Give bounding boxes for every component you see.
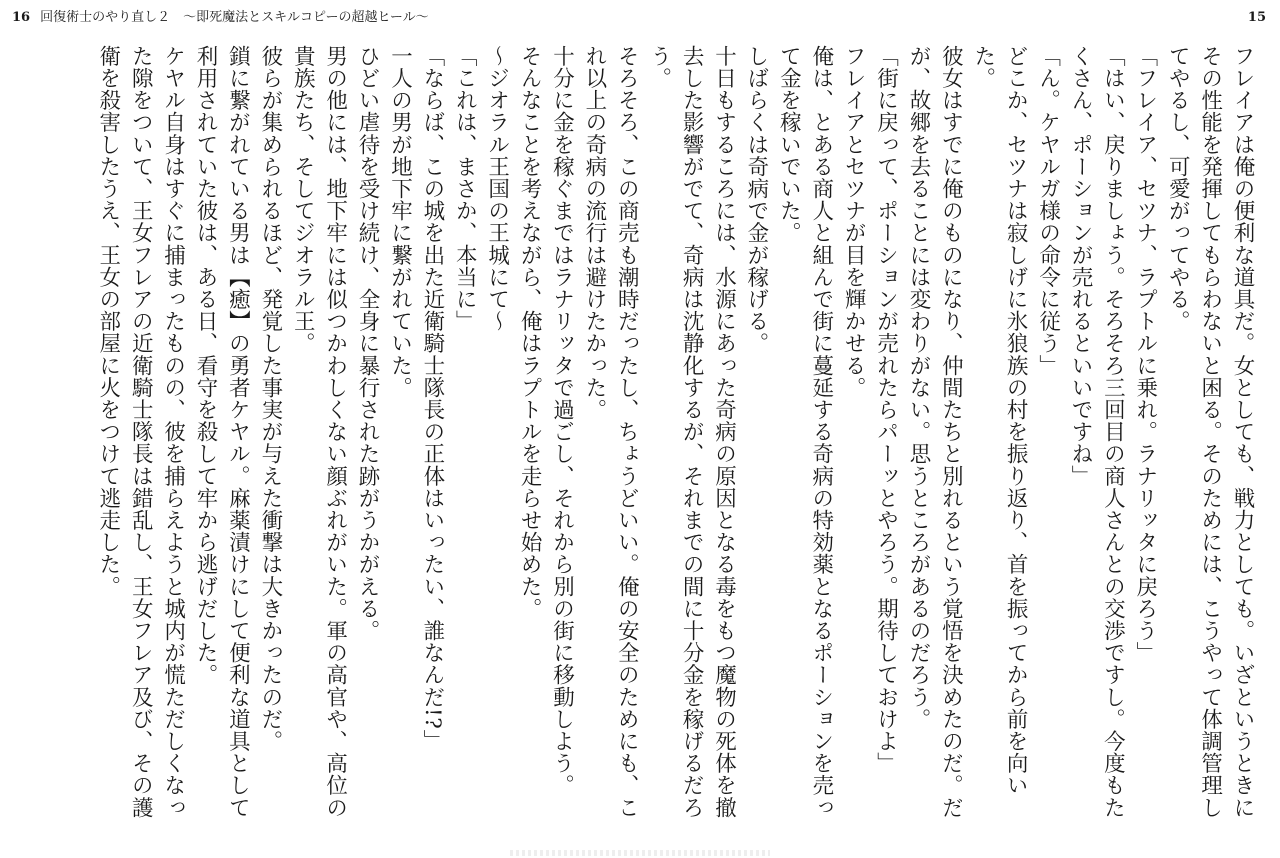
right-page-number: 15 (1247, 10, 1266, 25)
running-title: 回復術士のやり直し２ ～即死魔法とスキルコピーの超越ヒール～ (40, 10, 429, 25)
paragraph: 「街に戻って、ポーションが売れたらパーッとやろう。期待しておけよ」 (873, 45, 899, 775)
paragraph: どこか、セツナは寂しげに氷狼族の村を振り返り、首を振ってから前を向いた。 (970, 45, 1029, 797)
left-page-number: 16 (12, 10, 31, 25)
paragraph: 十日もするころには、水源にあった奇病の原因となる毒をもつ魔物の死体を撤去した影響がでて、奇病は沈静化するが、それまでの間に十分金を稼げるだろう。 (646, 45, 737, 819)
paragraph: フレイアとセツナが目を輝かせる。 (841, 45, 867, 399)
paragraph: 十分に金を稼ぐまではラナリッタで過ごし、それから別の街に移動しよう。 (549, 45, 575, 797)
paragraph: 彼らが集められるほど、発覚した事実が与えた衝撃は大きかったのだ。 (257, 45, 283, 753)
paragraph: ひどい虐待を受け続け、全身に暴行された跡がうかがえる。 (355, 45, 381, 642)
paragraph: 俺は、とある商人と組んで街に蔓延する奇病の特効薬となるポーションを売って金を稼いでいた。 (776, 45, 834, 819)
paragraph: 「これは、まさか、本当に」 (452, 45, 478, 333)
paragraph: 「ん。ケヤルガ様の命令に従う」 (1035, 45, 1061, 377)
paragraph: 鎖に繋がれている男は【癒】の勇者ケヤル。麻薬漬けにして便利な道具として利用されていた彼は、ある日、看守を殺して牢から逃げだした。 (193, 45, 251, 819)
paragraph: そんなことを考えながら、俺はラプトルを走らせ始めた。 (517, 45, 543, 620)
paragraph: フレイアは俺の便利な道具だ。女としても、戦力としても。いざというときにその性能を発揮してもらわないと困る。そのためには、こうやって体調管理してやるし、可愛がってやる。 (1165, 45, 1255, 819)
paragraph: ケヤル自身はすぐに捕まったものの、彼を捕らえようと城内が慌ただしくなった隙をついて、王女フレアの近衛騎士隊長は錯乱し、王女フレア及び、その護衛を殺害したうえ、王女の部屋に火をつけて逃走した。 (95, 45, 186, 819)
paragraph: そろそろ、この商売も潮時だったし、ちょうどいい。俺の安全のためにも、これ以上の奇病の流行は避けたかった。 (581, 45, 640, 819)
paragraph: 「ならば、この城を出た近衛騎士隊長の正体はいったい、誰なんだ!?」 (419, 45, 445, 752)
paragraph: ～ジオラル王国の王城にて～ (484, 45, 510, 333)
vertical-body-text (13, 45, 1258, 840)
scan-artifact (510, 850, 770, 856)
paragraph: 一人の男が地下牢に繋がれていた。 (387, 45, 413, 399)
header-left (12, 10, 429, 26)
page-header (12, 10, 1266, 26)
paragraph: 「フレイア、セツナ、ラプトルに乗れ。ラナリッタに戻ろう」 (1132, 45, 1158, 664)
paragraph: 彼女はすでに俺のものになり、仲間たちと別れるという覚悟を決めたのだ。だが、故郷を去ることには変わりがない。思うところがあるのだろう。 (905, 45, 964, 819)
paragraph: しばらくは奇病で金が稼げる。 (743, 45, 769, 355)
paragraph: 男の他には、地下牢には似つかわしくない顔ぶれがいた。軍の高官や、高位の貴族たち、そしてジオラル王。 (290, 45, 348, 819)
paragraph: 「はい、戻りましょう。そろそろ三回目の商人さんとの交渉ですし。今度もたくさん、ポーションが売れるといいですね」 (1067, 45, 1126, 819)
